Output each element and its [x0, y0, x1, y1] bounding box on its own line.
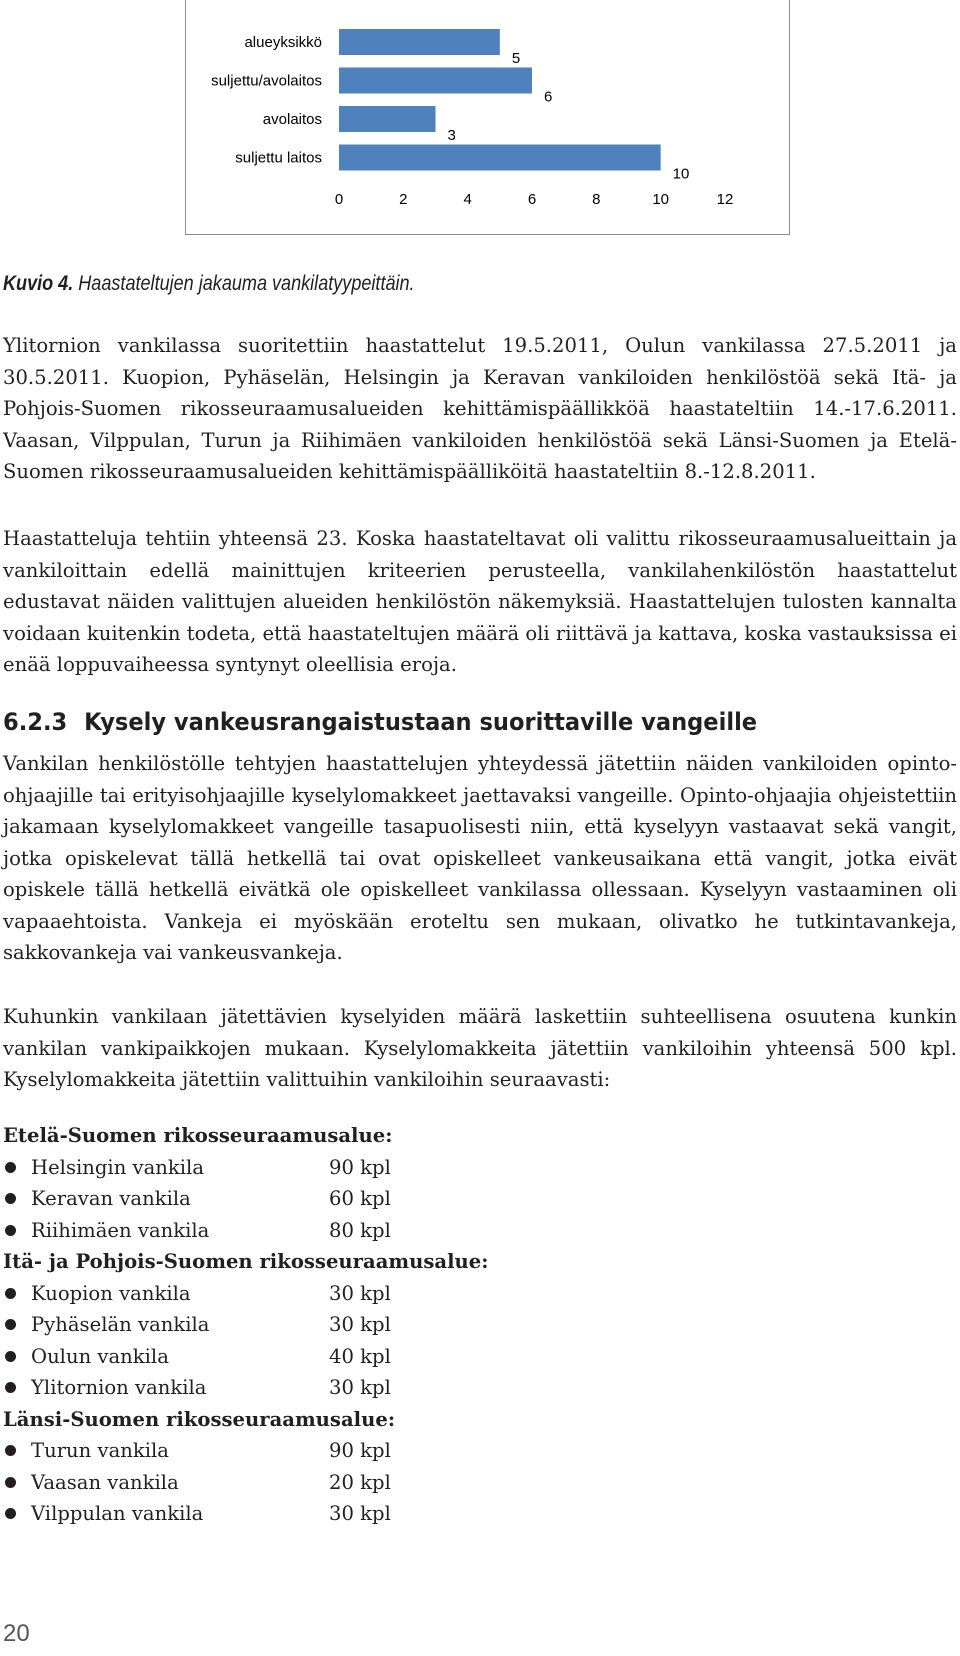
x-tick-label: 4	[463, 191, 472, 208]
data-label: 5	[511, 50, 521, 67]
list-item	[3, 1341, 703, 1373]
prison-name: Helsingin vankila	[31, 1155, 205, 1179]
prison-name: Kuopion vankila	[31, 1281, 191, 1305]
prison-name: Riihimäen vankila	[31, 1218, 210, 1242]
list-item	[3, 1467, 703, 1499]
prison-count: 30 kpl	[329, 1376, 391, 1400]
prison-name: Keravan vankila	[31, 1187, 191, 1211]
x-tick-label: 2	[399, 191, 408, 208]
prison-count: 90 kpl	[329, 1439, 391, 1463]
prison-name: Vilppulan vankila	[31, 1502, 204, 1526]
paragraph-interview-count: Haastatteluja tehtiin yhteensä 23. Koska haastateltavat oli valittu rikosseuraamusalueittain ja vankiloittain edellä mainittujen kriteerien perusteella, vankilahenkilöstön haastattelut edustavat näiden valittujen alueiden henkilöstön näkemyksiä. Haastattelujen tulosten kannalta voidaan kuitenkin todeta, että haastateltujen määrä oli riittävä ja kattava, koska vastauksissa ei enää loppuvaiheessa syntynyt oleellisia eroja.	[3, 527, 957, 676]
prison-name: Turun vankila	[31, 1439, 169, 1463]
page-number: 20	[3, 1620, 30, 1647]
x-tick-label: 0	[334, 191, 344, 208]
bar-chart-svg	[186, 0, 791, 235]
prison-count: 60 kpl	[329, 1187, 391, 1211]
bullet-icon	[3, 1445, 31, 1456]
category-label: suljettu laitos	[235, 149, 322, 167]
section-title: Kysely vankeusrangaistustaan suorittaville vangeille	[84, 708, 758, 736]
list-item	[3, 1152, 703, 1184]
bullet-icon	[3, 1477, 31, 1488]
bar-chart	[185, 0, 790, 235]
paragraph-questionnaire: Vankilan henkilöstölle tehtyjen haastattelujen yhteydessä jätettiin näiden vankiloiden opinto-ohjaajille tai erityisohjaajille kyselylomakkeet jaettavaksi vangeille. Opinto-ohjaajia ohjeistettiin jakamaan kyselylomakkeet vangeille tasapuolisesti niin, että kyselyyn vastaavat sekä vangit, jotka opiskelevat tällä hetkellä tai ovat opiskelleet vankeusaikana että vangit, jotka eivät opiskele tällä hetkellä eivätkä ole opiskelleet vankilassa ollessaan. Kyselyyn vastaaminen oli vapaaehtoista. Vankeja ei myöskään eroteltu sen mukaan, olivatko he tutkintavankeja, sakkovankeja vai vankeusvankeja.	[3, 752, 957, 964]
bullet-icon	[3, 1382, 31, 1393]
allocation-list	[3, 1120, 703, 1530]
prison-count: 80 kpl	[329, 1218, 391, 1242]
prison-name: Ylitornion vankila	[31, 1376, 207, 1400]
bullet-icon	[3, 1319, 31, 1330]
category-label: suljettu/avolaitos	[211, 72, 322, 90]
section-heading	[3, 708, 757, 736]
bullet-icon	[3, 1351, 31, 1362]
region-title: Etelä-Suomen rikosseuraamusalue:	[3, 1124, 393, 1147]
list-item	[3, 1372, 703, 1404]
category-label: avolaitos	[262, 111, 322, 128]
section-number: 6.2.3	[3, 708, 68, 736]
prison-count: 30 kpl	[329, 1502, 391, 1526]
prison-name: Oulun vankila	[31, 1344, 169, 1368]
bar	[339, 106, 436, 132]
bullet-icon	[3, 1508, 31, 1519]
paragraph-interview-dates: Ylitornion vankilassa suoritettiin haastattelut 19.5.2011, Oulun vankilassa 27.5.2011 ja 30.5.2011. Kuopion, Pyhäselän, Helsingin ja Keravan vankiloiden henkilöstöä sekä Itä- ja Pohjois-Suomen rikosseuraamusalueiden kehittämispäällikköä haastateltiin 14.-17.6.2011. Vaasan, Vilppulan, Turun ja Riihimäen vankiloiden henkilöstöä sekä Länsi-Suomen ja Etelä-Suomen rikosseuraamusalueiden kehittämispäälliköitä haastateltiin 8.-12.8.2011.	[3, 334, 957, 483]
prison-name: Vaasan vankila	[31, 1470, 179, 1494]
bullet-icon	[3, 1162, 31, 1173]
region-title: Itä- ja Pohjois-Suomen rikosseuraamusalue:	[3, 1250, 489, 1273]
list-item	[3, 1183, 703, 1215]
bar	[339, 68, 532, 94]
x-tick-label: 8	[592, 191, 601, 208]
data-label: 6	[544, 88, 553, 106]
bullet-icon	[3, 1225, 31, 1236]
x-tick-label: 6	[527, 191, 537, 208]
bar	[339, 29, 500, 55]
figure-caption	[3, 272, 415, 296]
x-tick-label: 12	[716, 191, 734, 208]
bar	[339, 145, 661, 171]
prison-count: 30 kpl	[329, 1281, 391, 1305]
figure-caption-text: Haastateltujen jakauma vankilatyypeittäin.	[73, 272, 415, 295]
prison-count: 90 kpl	[329, 1155, 391, 1179]
prison-count: 40 kpl	[329, 1344, 391, 1368]
list-item	[3, 1215, 703, 1247]
bullet-icon	[3, 1193, 31, 1204]
category-label: alueyksikkö	[244, 34, 322, 51]
list-item	[3, 1435, 703, 1467]
region-title: Länsi-Suomen rikosseuraamusalue:	[3, 1407, 396, 1431]
prison-count: 30 kpl	[329, 1313, 391, 1337]
list-item	[3, 1309, 703, 1341]
data-label: 10	[672, 165, 690, 183]
list-item	[3, 1278, 703, 1310]
prison-name: Pyhäselän vankila	[31, 1313, 210, 1337]
list-item	[3, 1498, 703, 1530]
paragraph-questionnaire-amount: Kuhunkin vankilaan jätettävien kyselyiden määrä laskettiin suhteellisena osuutena kunkin vankilan vankipaikkojen mukaan. Kyselylomakkeita jätettiin vankiloihin yhteensä 500 kpl. Kyselylomakkeita jätettiin valittuihin vankiloihin seuraavasti:	[3, 1005, 957, 1091]
data-label: 3	[447, 127, 456, 144]
x-tick-label: 10	[652, 191, 670, 208]
figure-caption-label: Kuvio 4.	[3, 272, 74, 295]
bullet-icon	[3, 1288, 31, 1299]
prison-count: 20 kpl	[329, 1470, 391, 1494]
